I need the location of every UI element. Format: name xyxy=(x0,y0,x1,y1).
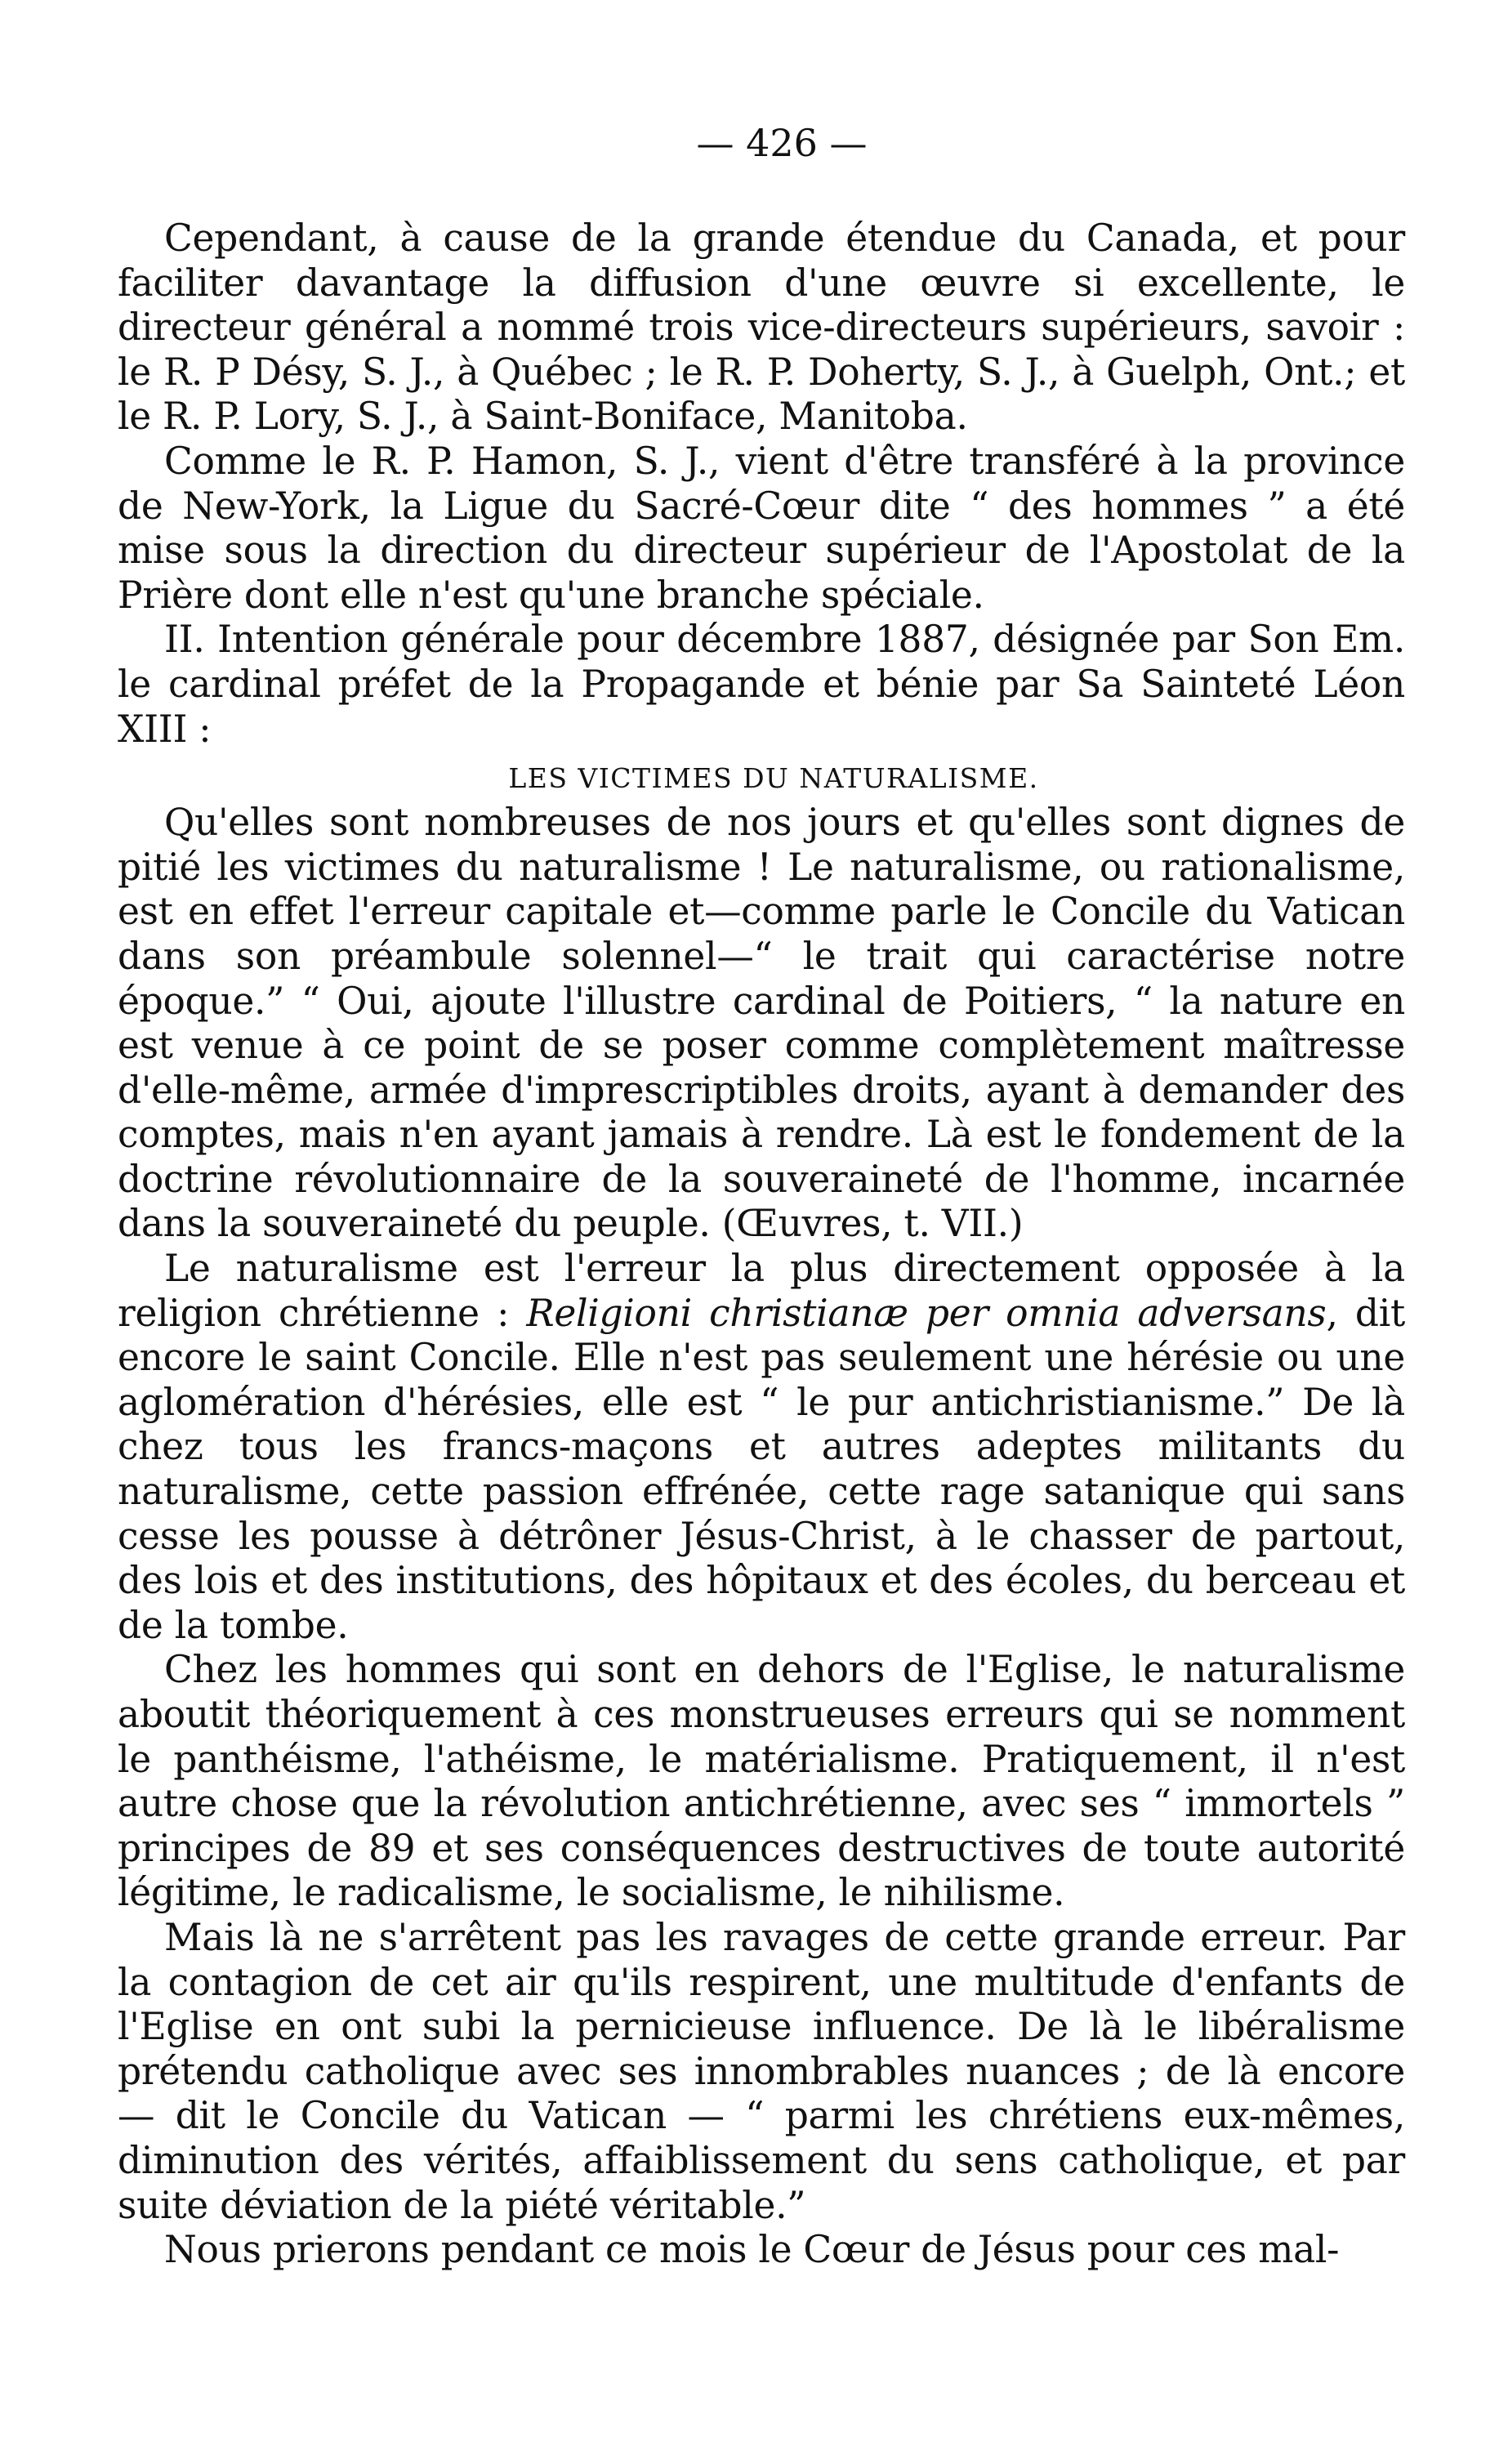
paragraph-intention-generale: II. Intention générale pour décembre 1887, désignée par Son Em. le cardinal préfet de la Propagande et bénie par Sa Sainteté Léon XIII : xyxy=(118,618,1405,751)
paragraph-ligue-sacre-coeur: Comme le R. P. Hamon, S. J., vient d'être transféré à la province de New-York, la Ligue du Sacré-Cœur dite “ des hommes ” a été mise sous la direction du directeur supérieur de l'Apostolat de la Prière dont elle n'est qu'une branche spéciale. xyxy=(118,439,1405,617)
page-number: — 426 — xyxy=(696,121,868,165)
paragraph-ravages: Mais là ne s'arrêtent pas les ravages de cette grande erreur. Par la contagion de cet air qu'ils respirent, une multitude d'enfants de l'Eglise en ont subi la pernicieuse influence. De là le libéralisme prétendu catholique avec ses innombrables nuances ; de là encore — dit le Concile du Vatican — “ parmi les chrétiens eux-mêmes, diminution des vérités, affaiblissement du sens catholique, et par suite déviation de la piété véritable.” xyxy=(118,1915,1405,2227)
paragraph-vice-directors: Cependant, à cause de la grande étendue du Canada, et pour faciliter davantage la diffusion d'une œuvre si excellente, le directeur général a nommé trois vice-directeurs supérieurs, savoir : le R. P Désy, S. J., à Québec ; le R. P. Doherty, S. J., à Guelph, Ont.; et le R. P. Lory, S. J., à Saint-Boniface, Manitoba. xyxy=(118,216,1405,439)
paragraph-text-before: Le naturalisme est l'erreur la plus directement opposée à la religion chrétienne : xyxy=(118,1247,1405,1335)
paragraph-victimes-naturalisme: Qu'elles sont nombreuses de nos jours et qu'elles sont dignes de pitié les victimes du naturalisme ! Le naturalisme, ou rationalisme, est en effet l'erreur capitale et—comme parle le Concile du Vatican dans son préambule solennel—“ le trait qui caractérise notre époque.” “ Oui, ajoute l'illustre cardinal de Poitiers, “ la nature en est venue à ce point de se poser comme complètement maîtresse d'elle-même, armée d'imprescriptibles droits, ayant à demander des comptes, mais n'en ayant jamais à rendre. Là est le fondement de la doctrine révolutionnaire de la souveraineté de l'homme, incarnée dans la souveraineté du peuple. (Œuvres, t. VII.) xyxy=(118,801,1405,1246)
paragraph-erreur-opposee xyxy=(118,1247,1405,1648)
latin-quotation: Religioni christianæ per omnia adversans xyxy=(526,1291,1327,1335)
paragraph-hors-eglise: Chez les hommes qui sont en dehors de l'Eglise, le naturalisme aboutit théoriquement à ces monstrueuses erreurs qui se nomment le panthéisme, l'athéisme, le matérialisme. Pratiquement, il n'est autre chose que la révolution antichrétienne, avec ses “ immortels ” principes de 89 et ses conséquences destructives de toute autorité légitime, le radicalisme, le socialisme, le nihilisme. xyxy=(118,1648,1405,1915)
section-title: LES VICTIMES DU NATURALISME. xyxy=(508,762,1039,795)
paragraph-text-after: , dit encore le saint Concile. Elle n'est pas seulement une hérésie ou une aglomération d'hérésies, elle est “ le pur antichristianisme.” De là chez tous les francs-maçons et autres adeptes militants du naturalisme, cette passion effrénée, cette rage satanique qui sans cesse les pousse à détrôner Jésus-Christ, à le chasser de partout, des lois et des institutions, des hôpitaux et des écoles, du berceau et de la tombe. xyxy=(118,1291,1405,1647)
paragraph-prieres: Nous prierons pendant ce mois le Cœur de Jésus pour ces mal- xyxy=(164,2228,1340,2272)
